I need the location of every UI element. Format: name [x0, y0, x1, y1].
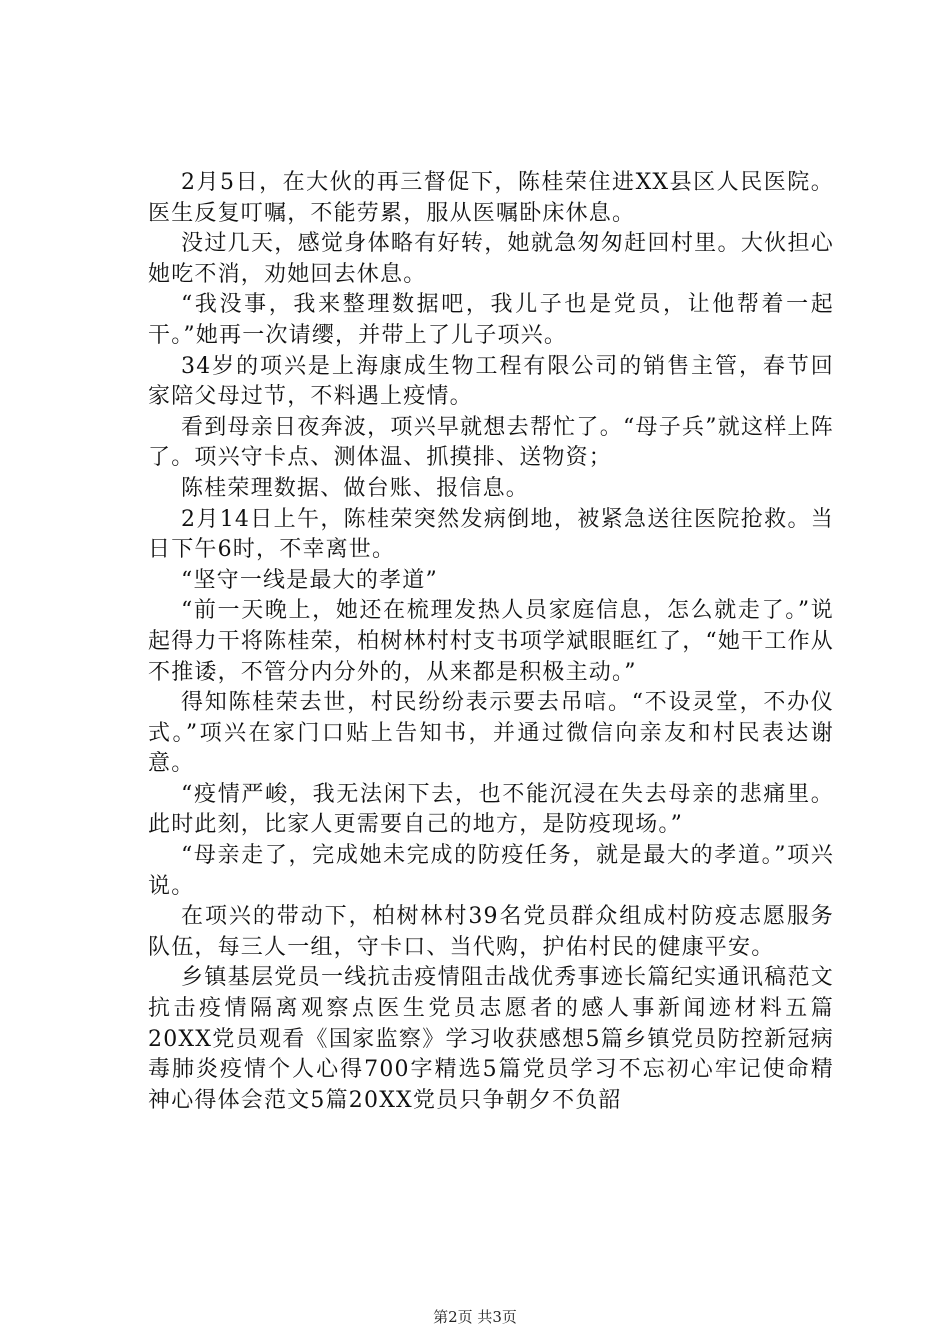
paragraph: “疫情严峻，我无法闲下去，也不能沉浸在失去母亲的悲痛里。此时此刻，比家人更需要自己的地方，是防疫现场。” [148, 781, 834, 838]
paragraph: “前一天晚上，她还在梳理发热人员家庭信息，怎么就走了。”说起得力干将陈桂荣，柏树林村村支书项学斌眼眶红了，“她干工作从不推诿，不管分内分外的，从来都是积极主动。” [148, 598, 834, 685]
paragraph: 2月14日上午，陈桂荣突然发病倒地，被紧急送往医院抢救。当日下午6时，不幸离世。 [148, 506, 834, 563]
paragraph: 34岁的项兴是上海康成生物工程有限公司的销售主管，春节回家陪父母过节，不料遇上疫情。 [148, 353, 834, 410]
paragraph: “母亲走了，完成她未完成的防疫任务，就是最大的孝道。”项兴说。 [148, 843, 834, 899]
paragraph: “我没事，我来整理数据吧，我儿子也是党员，让他帮着一起干。”她再一次请缨，并带上了儿子项兴。 [148, 292, 834, 348]
section-heading: “坚守一线是最大的孝道” [181, 567, 438, 593]
related-articles-paragraph: 乡镇基层党员一线抗击疫情阻击战优秀事迹长篇纪实通讯稿范文抗击疫情隔离观察点医生党员志愿者的感人事新闻迹材料五篇20XX党员观看《国家监察》学习收获感想5篇乡镇党员防控新冠病毒肺炎疫情个人心得700字精选5篇党员学习不忘初心牢记使命精神心得体会范文5篇20XX党员只争朝夕不负韶 [148, 965, 834, 1113]
paragraph: 2月5日，在大伙的再三督促下，陈桂荣住进XX县区人民医院。医生反复叮嘱，不能劳累，服从医嘱卧床休息。 [148, 170, 834, 226]
paragraph: 在项兴的带动下，柏树林村39名党员群众组成村防疫志愿服务队伍，每三人一组，守卡口、当代购，护佑村民的健康平安。 [148, 904, 834, 960]
paragraph: 没过几天，感觉身体略有好转，她就急匆匆赶回村里。大伙担心她吃不消，劝她回去休息。 [148, 231, 834, 287]
paragraph: 陈桂荣理数据、做台账、报信息。 [181, 475, 530, 501]
document-body [148, 168, 834, 1116]
paragraph: 看到母亲日夜奔波，项兴早就想去帮忙了。“母子兵”就这样上阵了。项兴守卡点、测体温、抓摸排、送物资； [148, 414, 834, 471]
paragraph: 得知陈桂荣去世，村民纷纷表示要去吊唁。“不设灵堂，不办仪式。”项兴在家门口贴上告知书，并通过微信向亲友和村民表达谢意。 [148, 690, 834, 777]
page-number-footer: 第2页 共3页 [433, 1308, 517, 1326]
